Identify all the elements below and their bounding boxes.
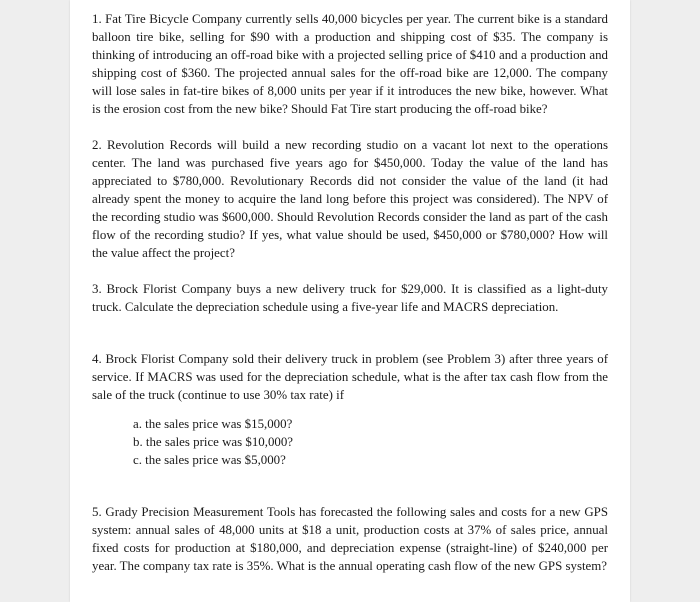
question-1: 1. Fat Tire Bicycle Company currently sells 40,000 bicycles per year. The current bike is a standard balloon tire bike, selling for $90 with a production and shipping cost of $35. The company is thinking of introducing an off-road bike with a projected selling price of $410 and a production and shipping cost of $360. The projected annual sales for the off-road bike are 12,000. The company will lose sales in fat-tire bikes of 8,000 units per year if it introduces the new bike, however. What is the erosion cost from the new bike? Should Fat Tire start producing the off-road bike? — [92, 12, 608, 116]
question-3: 3. Brock Florist Company buys a new delivery truck for $29,000. It is classified as a light-duty truck. Calculate the depreciation schedule using a five-year life and MACRS depreciation. — [92, 282, 608, 314]
document-content — [92, 10, 608, 575]
document-page — [70, 0, 630, 602]
question-4-subpart-c: c. the sales price was $5,000? — [133, 453, 286, 467]
question-4-subpart-a: a. the sales price was $15,000? — [133, 417, 293, 431]
question-4 — [92, 350, 608, 469]
question-4-text: 4. Brock Florist Company sold their delivery truck in problem (see Problem 3) after three years of service. If MACRS was used for the depreciation schedule, what is the after tax cash flow from the sale of the truck (continue to use 30% tax rate) if — [92, 352, 608, 402]
question-2: 2. Revolution Records will build a new recording studio on a vacant lot next to the operations center. The land was purchased five years ago for $450,000. Today the value of the land has appreciated to $780,000. Revolutionary Records did not consider the value of the land (it had already spent the money to acquire the land long before this project was considered). The NPV of the recording studio was $600,000. Should Revolution Records consider the land as part of the cash flow of the recording studio? If yes, what value should be used, $450,000 or $780,000? How will the value affect the project? — [92, 138, 608, 260]
question-4-subparts — [92, 415, 608, 469]
question-4-subpart-b: b. the sales price was $10,000? — [133, 435, 294, 449]
question-5: 5. Grady Precision Measurement Tools has forecasted the following sales and costs for a new GPS system: annual sales of 48,000 units at $18 a unit, production costs at 37% of sales price, annual fixed costs for production at $180,000, and depreciation expense (straight-line) of $240,000 per year. The company tax rate is 35%. What is the annual operating cash flow of the new GPS system? — [92, 505, 608, 573]
